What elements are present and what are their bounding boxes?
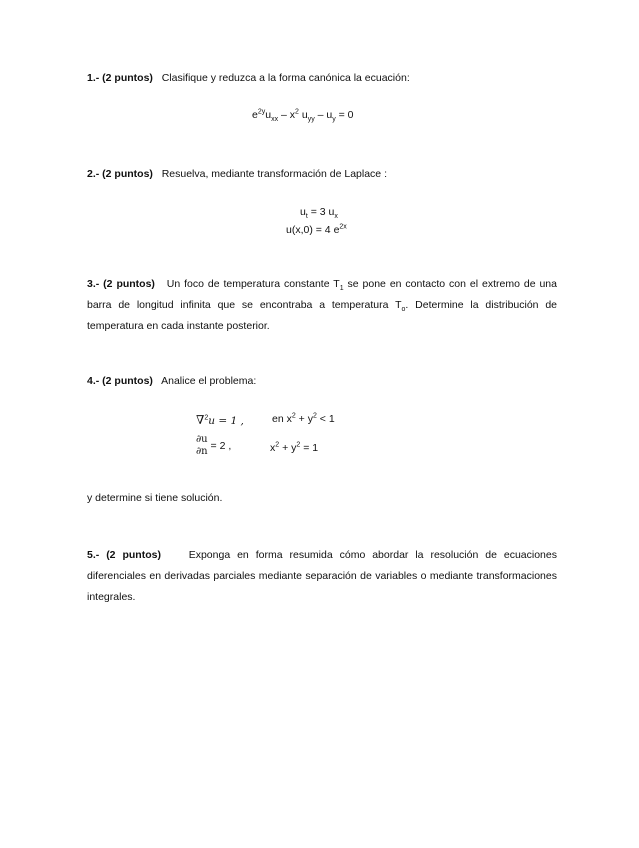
question-1 bbox=[87, 68, 557, 89]
question-4-equation-1: ∇$^2$u = 1 , bbox=[196, 413, 244, 427]
question-4-condition-2: $x^2 + y^2 = 1$ bbox=[270, 441, 319, 454]
question-3: 3.- (2 puntos) Un foco de temperatura constante $T_1$ se pone en contacto con el extremo de una barra de longitud infinita que se encontraba a temperatura $T_o$. Determine la distribución de temperatura en cada instante posterior. bbox=[87, 278, 558, 332]
question-4-condition-1: en $x^2 + y^2 < 1$ bbox=[272, 412, 335, 425]
question-2-equation-1: $u_t = 3$ $u_x$ bbox=[300, 206, 338, 221]
question-2-equation-2: u(x,0) = 4 $e^{2x}$ bbox=[286, 223, 347, 236]
question-5-text: Exponga en forma resumida cómo abordar la resolución de ecuaciones diferenciales en derivadas parciales mediante separación de variables o mediante transformaciones integrales. bbox=[87, 549, 557, 603]
question-3-number: 3.- (2 puntos) bbox=[87, 278, 155, 290]
question-1-text: Clasifique y reduzca a la forma canónica la ecuación: bbox=[161, 72, 410, 84]
question-4-after: y determine si tiene solución. bbox=[87, 492, 223, 504]
question-4-number: 4.- (2 puntos) bbox=[87, 375, 153, 387]
question-2 bbox=[87, 164, 557, 185]
question-4-equation-2: ∂u ∂n = 2 , bbox=[196, 434, 232, 457]
question-1-equation: $e^{2y}u_{xx} - x^2$ $u_{yy} - u_y = 0$ bbox=[252, 108, 354, 124]
question-5-number: 5.- (2 puntos) bbox=[87, 549, 161, 561]
question-5 bbox=[87, 545, 557, 608]
question-2-number: 2.- (2 puntos) bbox=[87, 168, 153, 180]
question-1-number: 1.- (2 puntos) bbox=[87, 72, 153, 84]
question-4 bbox=[87, 371, 557, 392]
question-2-text: Resuelva, mediante transformación de Laplace : bbox=[161, 168, 387, 180]
question-4-text: Analice el problema: bbox=[161, 375, 257, 387]
